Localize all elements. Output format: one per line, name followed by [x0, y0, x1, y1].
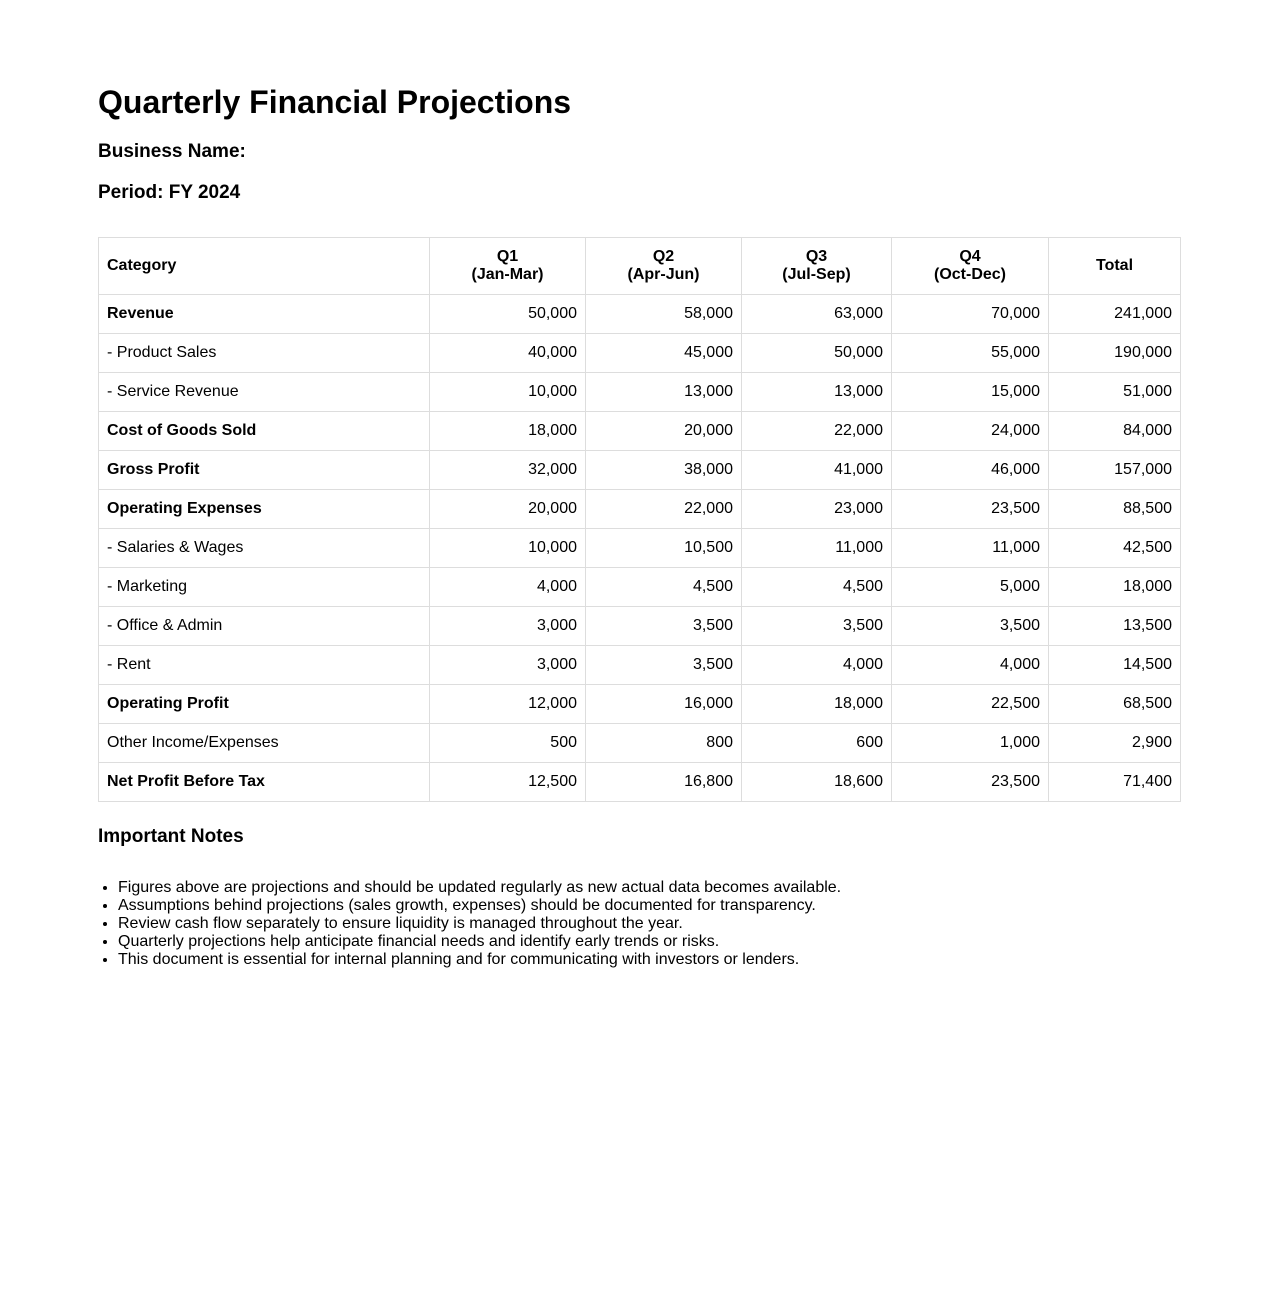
row-value: 42,500	[1049, 529, 1181, 568]
row-value: 88,500	[1049, 490, 1181, 529]
row-value: 18,000	[742, 685, 892, 724]
row-value: 14,500	[1049, 646, 1181, 685]
row-value: 2,900	[1049, 724, 1181, 763]
row-value: 46,000	[892, 451, 1049, 490]
header-q3: Q3 (Jul-Sep)	[742, 238, 892, 295]
projections-table	[98, 237, 1181, 802]
table-row	[99, 412, 1181, 451]
row-value: 4,000	[742, 646, 892, 685]
note-item: • This document is essential for internal planning and for communicating with investors or lenders.	[118, 951, 841, 969]
table-header	[99, 238, 1181, 295]
row-value: 23,500	[892, 763, 1049, 802]
row-value: 15,000	[892, 373, 1049, 412]
period-label: Period: FY 2024	[98, 182, 241, 203]
note-item: • Review cash flow separately to ensure liquidity is managed throughout the year.	[118, 915, 841, 933]
row-value: 4,000	[892, 646, 1049, 685]
table-row	[99, 295, 1181, 334]
row-value: 68,500	[1049, 685, 1181, 724]
row-value: 3,500	[892, 607, 1049, 646]
row-value: 10,500	[586, 529, 742, 568]
row-value: 18,600	[742, 763, 892, 802]
table-row	[99, 646, 1181, 685]
row-label: - Office & Admin	[99, 607, 430, 646]
row-value: 22,000	[742, 412, 892, 451]
row-label: - Rent	[99, 646, 430, 685]
row-value: 3,500	[586, 646, 742, 685]
row-label: Operating Profit	[99, 685, 430, 724]
row-value: 4,500	[742, 568, 892, 607]
table-row	[99, 334, 1181, 373]
row-value: 16,800	[586, 763, 742, 802]
row-value: 22,000	[586, 490, 742, 529]
row-value: 3,000	[430, 607, 586, 646]
row-value: 241,000	[1049, 295, 1181, 334]
row-value: 11,000	[742, 529, 892, 568]
table-row	[99, 607, 1181, 646]
row-value: 58,000	[586, 295, 742, 334]
row-label: - Salaries & Wages	[99, 529, 430, 568]
notes-title: Important Notes	[98, 826, 244, 847]
note-item: • Quarterly projections help anticipate financial needs and identify early trends or risks.	[118, 933, 841, 951]
row-value: 13,000	[742, 373, 892, 412]
table-body	[99, 295, 1181, 802]
row-value: 12,500	[430, 763, 586, 802]
note-item: • Figures above are projections and should be updated regularly as new actual data becomes available.	[118, 879, 841, 897]
table-row	[99, 763, 1181, 802]
row-value: 84,000	[1049, 412, 1181, 451]
row-value: 20,000	[430, 490, 586, 529]
row-value: 3,000	[430, 646, 586, 685]
row-value: 50,000	[742, 334, 892, 373]
table-row	[99, 724, 1181, 763]
row-value: 600	[742, 724, 892, 763]
row-value: 45,000	[586, 334, 742, 373]
row-label: - Product Sales	[99, 334, 430, 373]
row-value: 18,000	[1049, 568, 1181, 607]
row-label: Gross Profit	[99, 451, 430, 490]
row-value: 41,000	[742, 451, 892, 490]
row-value: 11,000	[892, 529, 1049, 568]
row-value: 4,000	[430, 568, 586, 607]
header-category: Category	[99, 238, 430, 295]
row-value: 40,000	[430, 334, 586, 373]
row-value: 10,000	[430, 373, 586, 412]
row-value: 5,000	[892, 568, 1049, 607]
row-value: 55,000	[892, 334, 1049, 373]
notes-list	[98, 879, 841, 969]
table-row	[99, 373, 1181, 412]
row-value: 71,400	[1049, 763, 1181, 802]
page-title: Quarterly Financial Projections	[98, 84, 572, 120]
row-label: Operating Expenses	[99, 490, 430, 529]
header-row	[99, 238, 1181, 295]
row-value: 51,000	[1049, 373, 1181, 412]
row-label: Cost of Goods Sold	[99, 412, 430, 451]
row-label: Other Income/Expenses	[99, 724, 430, 763]
row-value: 500	[430, 724, 586, 763]
header-q1: Q1 (Jan-Mar)	[430, 238, 586, 295]
row-value: 22,500	[892, 685, 1049, 724]
row-value: 4,500	[586, 568, 742, 607]
business-name-label: Business Name:	[98, 141, 246, 162]
row-value: 20,000	[586, 412, 742, 451]
header-total: Total	[1049, 238, 1181, 295]
row-value: 50,000	[430, 295, 586, 334]
row-value: 16,000	[586, 685, 742, 724]
row-value: 38,000	[586, 451, 742, 490]
row-value: 23,500	[892, 490, 1049, 529]
row-value: 12,000	[430, 685, 586, 724]
table-row	[99, 451, 1181, 490]
row-label: Revenue	[99, 295, 430, 334]
note-item: • Assumptions behind projections (sales growth, expenses) should be documented for transparency.	[118, 897, 841, 915]
row-label: Net Profit Before Tax	[99, 763, 430, 802]
row-value: 18,000	[430, 412, 586, 451]
header-q4: Q4 (Oct-Dec)	[892, 238, 1049, 295]
table-row	[99, 685, 1181, 724]
row-value: 23,000	[742, 490, 892, 529]
row-value: 32,000	[430, 451, 586, 490]
row-value: 1,000	[892, 724, 1049, 763]
row-value: 190,000	[1049, 334, 1181, 373]
table-row	[99, 568, 1181, 607]
row-value: 13,000	[586, 373, 742, 412]
row-value: 13,500	[1049, 607, 1181, 646]
row-value: 800	[586, 724, 742, 763]
row-value: 70,000	[892, 295, 1049, 334]
row-value: 10,000	[430, 529, 586, 568]
row-label: - Service Revenue	[99, 373, 430, 412]
row-value: 24,000	[892, 412, 1049, 451]
row-value: 3,500	[586, 607, 742, 646]
row-value: 157,000	[1049, 451, 1181, 490]
row-value: 63,000	[742, 295, 892, 334]
header-q2: Q2 (Apr-Jun)	[586, 238, 742, 295]
row-value: 3,500	[742, 607, 892, 646]
table-row	[99, 490, 1181, 529]
row-label: - Marketing	[99, 568, 430, 607]
table-row	[99, 529, 1181, 568]
